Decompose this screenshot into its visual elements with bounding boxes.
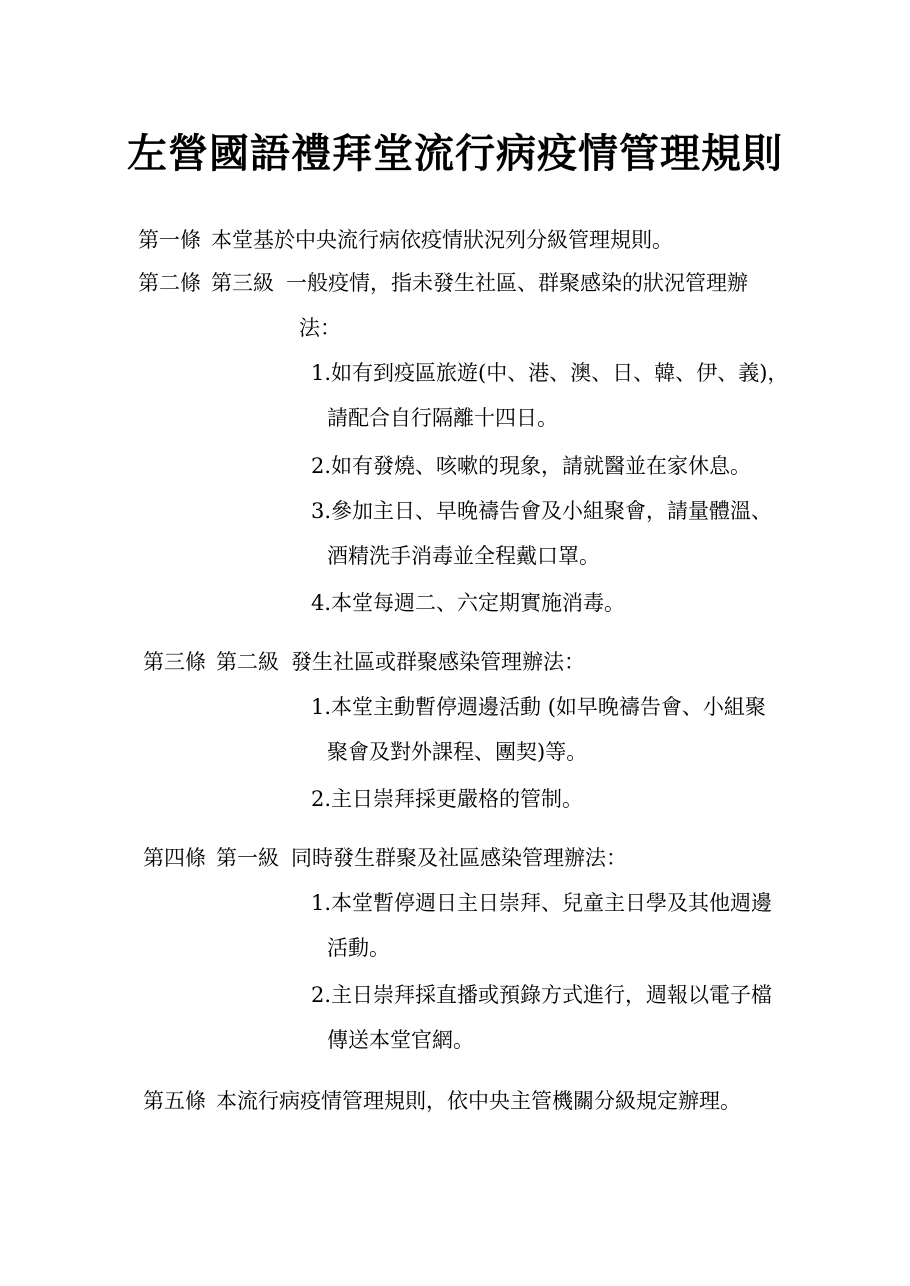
list-item: 2.如有發燒、咳嗽的現象，請就醫並在家休息。 xyxy=(311,454,752,478)
article-5 xyxy=(143,1086,741,1116)
article-text: 本堂基於中央流行病依疫情狀況列分級管理規則。 xyxy=(211,228,673,252)
article-intro-continued: 法： xyxy=(299,316,341,340)
list-item: 1.本堂暫停週日主日崇拜、兒童主日學及其他週邊 xyxy=(311,891,773,915)
list-item-continued: 請配合自行隔離十四日。 xyxy=(327,406,558,430)
level-label: 第一級 xyxy=(216,846,279,870)
article-1 xyxy=(138,225,673,255)
article-label: 第三條 xyxy=(143,650,206,674)
list-item: 2.主日崇拜採直播或預錄方式進行，週報以電子檔 xyxy=(311,983,773,1007)
article-2 xyxy=(138,268,748,298)
document-title: 左營國語禮拜堂流行病疫情管理規則 xyxy=(127,130,783,177)
list-item: 3.參加主日、早晚禱告會及小組聚會，請量體溫、 xyxy=(311,499,773,523)
article-label: 第二條 xyxy=(138,271,201,295)
article-label: 第一條 xyxy=(138,228,201,252)
article-4 xyxy=(143,843,627,873)
list-item-continued: 聚會及對外課程、團契)等。 xyxy=(327,740,588,764)
list-item-continued: 傳送本堂官網。 xyxy=(327,1028,474,1052)
article-3 xyxy=(143,647,585,677)
level-label: 第三級 xyxy=(211,271,274,295)
article-text: 本流行病疫情管理規則，依中央主管機關分級規定辦理。 xyxy=(216,1089,741,1113)
article-intro: 一般疫情，指未發生社區、群聚感染的狀況管理辦 xyxy=(286,271,748,295)
article-label: 第四條 xyxy=(143,846,206,870)
list-item: 4.本堂每週二、六定期實施消毒。 xyxy=(311,591,626,615)
list-item: 2.主日崇拜採更嚴格的管制。 xyxy=(311,787,584,811)
article-label: 第五條 xyxy=(143,1089,206,1113)
list-item: 1.如有到疫區旅遊(中、港、澳、日、韓、伊、義)， xyxy=(311,361,789,385)
article-intro: 發生社區或群聚感染管理辦法： xyxy=(291,650,585,674)
list-item-continued: 酒精洗手消毒並全程戴口罩。 xyxy=(327,544,600,568)
list-item: 1.本堂主動暫停週邊活動 (如早晚禱告會、小組聚 xyxy=(311,695,766,719)
level-label: 第二級 xyxy=(216,650,279,674)
article-intro: 同時發生群聚及社區感染管理辦法： xyxy=(291,846,627,870)
list-item-continued: 活動。 xyxy=(327,936,390,960)
